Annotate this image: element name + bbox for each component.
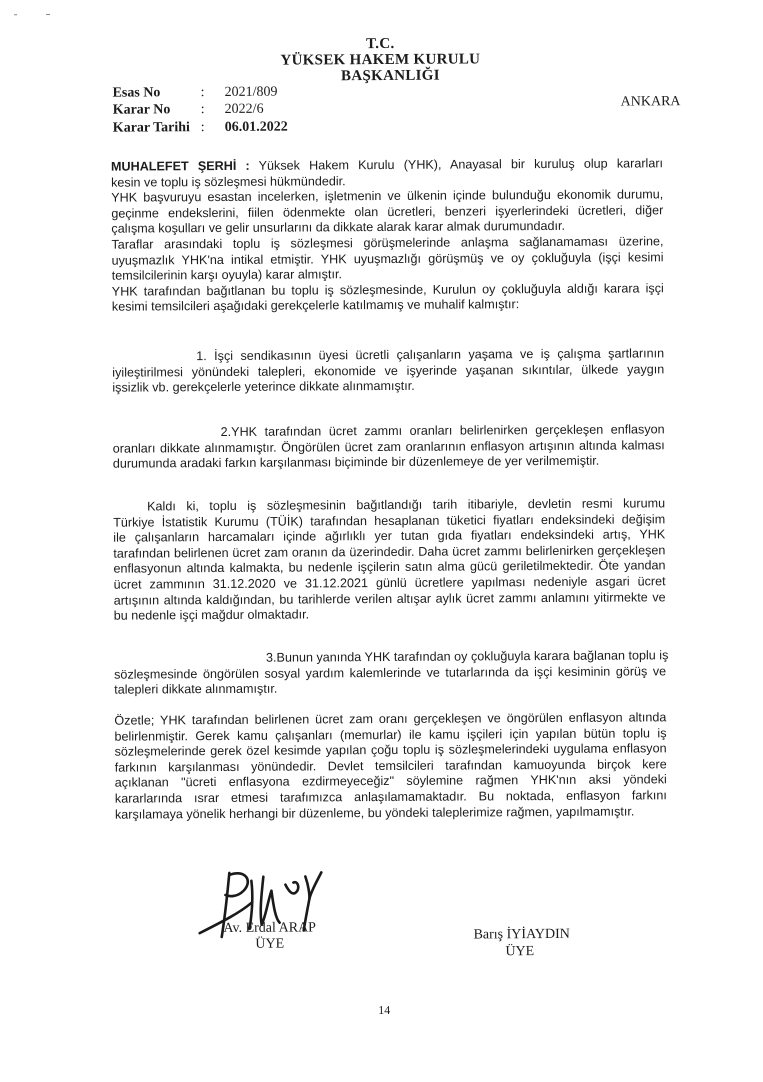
scan-speck [46, 14, 50, 15]
karar-sep: : [200, 102, 205, 118]
i1-line2: iyileştirilmesi yönündeki talepleri, ekonomide ve işyerinde yaşanan sıkıntılar, ülkede yaygın [112, 361, 665, 380]
i2-line2: oranları dikkate alınmamıştır. Öngörülen ücret zam oranlarının enflasyon artışının altında kalması [112, 437, 665, 456]
k-line3: ile çalışanların harcamaları içinde ağırlıklı yer tutan gıda fiyatları endeksindeki artış, YHK [113, 527, 666, 545]
k-line8: bu nedenle işçi mağdur olmaktadır. [113, 607, 310, 623]
o-line7: karşılamaya yönelik herhangi bir düzenleme, bu yöndeki taleplerimize rağmen, yapılmamıştır. [114, 804, 635, 822]
o-line5: açıklanan "ücreti enflasyona ezdirmeyeceğiz" söylemine rağmen YHK'nın aksi yöndeki [114, 772, 667, 791]
i3-line2: sözleşmesinde öngörülen sosyal yardım kalemlerinde ve tutarlarında da işçi kesiminin görüş ve [114, 663, 667, 682]
p2-line1: YHK başvuruyu esastan incelerken, işletmenin ve ülkenin içinde bulunduğu ekonomik durumu, [111, 187, 664, 205]
esas-value: 2021/809 [224, 84, 278, 100]
tarih-value: 06.01.2022 [224, 119, 288, 135]
p2-line2: geçinme endekslerini, fiilen ödenmekte olan ücretleri, benzeri işyerlerindeki ücretleri, diğer [111, 203, 664, 221]
paragraph-item-1 [112, 346, 664, 396]
i2-line3: durumunda aradaki farkın karşılanması biçiminde bir düzenlemeye de yer verilmemiştir. [112, 453, 600, 471]
k-line4: tarafından belirlenen ücret zam oranın da üzerindedir. Daha ücret zammı belirlenirken gerçekleşen [113, 543, 666, 561]
p1-line2: kesin ve toplu iş sözleşmesi hükmündedir. [111, 173, 346, 190]
k-line6: ücret zammının 31.12.2020 ve 31.12.2021 günlü ücretlere yapılması nedeniyle asgari ücret [113, 574, 666, 592]
i2-line1: 2.YHK tarafından ücret zammı oranları belirlenirken gerçekleşen enflasyon [220, 422, 665, 439]
paragraph-item-3 [114, 648, 669, 698]
p4-line2: kesimi temsilcileri aşağıdaki gerekçelerle katılmamış ve muhalif kalmıştır: [111, 297, 520, 314]
i3-line3: talepleri dikkate alınmamıştır. [114, 681, 278, 697]
o-line4: farkının karşılanması yönündedir. Devlet temsilcileri tarafından kamuoyunda birçok kere [114, 757, 667, 775]
left-signer-name: Av. Erdal ARAP [223, 920, 316, 936]
dissent-title: MUHALEFET ŞERHİ : [110, 158, 250, 174]
paragraph-kaldi-ki [113, 496, 666, 624]
p3-line1: Taraflar arasındaki toplu iş sözleşmesi görüşmelerinde anlaşma sağlanamaması üzerine, [111, 234, 664, 252]
k-line5: enflasyonun altında kalmakta, bu nedenle işçilerin satın alma gücü geriletilmektedir. Öte yandan [113, 558, 666, 577]
esas-sep: : [200, 85, 205, 101]
left-signer-role: ÜYE [255, 936, 285, 952]
p4-line1: YHK tarafından bağıtlanan bu toplu iş sözleşmesinde, Kurulun oy çokluğuyla aldığı karara işçi [111, 281, 664, 299]
header-tc: T.C. [366, 35, 395, 53]
i3-line1: 3.Bunun yanında YHK tarafından oy çokluğuyla karara bağlanan toplu iş [265, 648, 669, 665]
paragraph-intro [111, 156, 664, 315]
i1-line1: 1. İşçi sendikasının üyesi ücretli çalışanların yaşama ve iş çalışma şartlarının [196, 346, 665, 364]
right-signer-name: Barış İYİAYDIN [473, 926, 570, 943]
p3-line2: uyuşmazlık YHK'na intikal etmiştir. YHK uyuşmazlığı görüşmüş ve oy çokluğuyla (işçi kesimi [111, 249, 664, 268]
esas-label: Esas No [112, 85, 161, 101]
tarih-label: Karar Tarihi [112, 120, 190, 136]
k-line2: Türkiye İstatistik Kurumu (TÜİK) tarafından hesaplanan tüketici fiyatları endeksindeki değişim [113, 511, 666, 530]
o-line3: sözleşmelerinde gerek özel kesimde yapılan çoğu toplu iş sözleşmelerindeki uygulama enflasyon [114, 741, 667, 759]
karar-label: Karar No [112, 102, 171, 118]
p1-line1: Yüksek Hakem Kurulu (YHK), Anayasal bir kuruluş olup kararları [258, 156, 664, 173]
o-line2: belirlenmiştir. Gerek kamu çalışanları (memurlar) ile kamu işçileri için yapılan bütün toplu iş [114, 725, 667, 744]
header-institution: YÜKSEK HAKEM KURULU [280, 51, 481, 69]
k-line1: Kaldı ki, toplu iş sözleşmesinin bağıtlandığı tarih itibariyle, devletin resmi kurumu [147, 496, 666, 514]
karar-row [113, 102, 264, 119]
right-signer-role: ÜYE [505, 944, 535, 960]
tarih-sep: : [200, 120, 205, 136]
paragraph-summary [114, 710, 667, 823]
scan-speck [14, 14, 17, 15]
o-line1: Özetle; YHK tarafından belirlenen ücret zam oranı gerçekleşen ve öngörülen enflasyon altında [114, 710, 667, 728]
k-line7: artışının altında kaldığından, bu tarihlerde verilen altışar aylık ücret zammı anlamını yitirmekte ve [113, 589, 666, 608]
tarih-row [113, 120, 288, 137]
karar-value: 2022/6 [224, 101, 264, 117]
p2-line3: çalışma koşulları ve gelir unsurlarını da dikkate alarak karar almak durumundadır. [111, 219, 566, 237]
paragraph-item-2 [113, 422, 665, 472]
i1-line3: işsizlik vb. gerekçelerle yeterince dikkate alınmamıştır. [112, 378, 415, 395]
city-label: ANKARA [620, 94, 681, 110]
o-line6: kararlarında ısrar etmesi tarafımızca anlaşılamamaktadır. Bu noktada, enflasyon farkını [114, 788, 667, 806]
p3-line3: temsilcilerinin karşı oyuyla) karar almıştır. [111, 267, 342, 283]
page-number: 14 [378, 1002, 391, 1018]
esas-row [113, 85, 278, 102]
header-presidency: BAŞKANLIĞI [340, 67, 440, 85]
